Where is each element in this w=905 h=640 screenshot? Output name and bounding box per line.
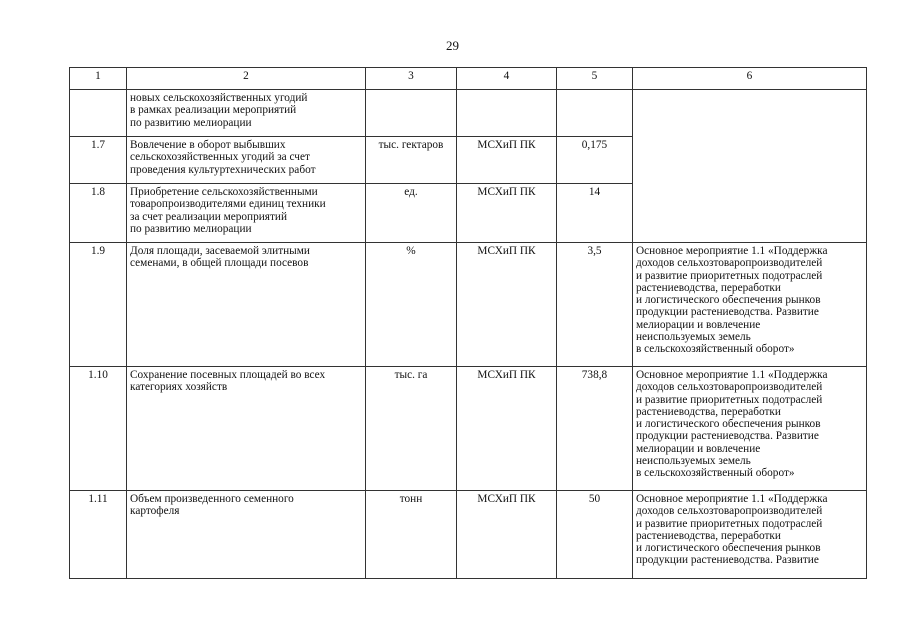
executor-cell — [457, 90, 557, 137]
indicator-name: Объем произведенного семенного картофеля — [127, 491, 366, 579]
executor-cell: МСХиП ПК — [457, 137, 557, 184]
header-cell: 5 — [557, 68, 633, 90]
unit-cell: тыс. га — [366, 367, 457, 491]
indicator-name: новых сельскохозяйственных угодий в рамках реализации мероприятий по развитию мелиорации — [127, 90, 366, 137]
indicators-table — [69, 67, 867, 579]
executor-cell: МСХиП ПК — [457, 243, 557, 367]
note-cell: Основное мероприятие 1.1 «Поддержка доходов сельхозтоваропроизводителей и развитие приоритетных подотраслей растениеводства, переработки и логистического обеспечения рынков продукции растениеводства. Развитие — [633, 491, 867, 579]
header-cell: 6 — [633, 68, 867, 90]
table-row — [70, 491, 867, 579]
note-cell — [633, 90, 867, 137]
row-number — [70, 90, 127, 137]
note-cell — [633, 184, 867, 243]
row-number: 1.7 — [70, 137, 127, 184]
note-cell: Основное мероприятие 1.1 «Поддержка доходов сельхозтоваропроизводителей и развитие приоритетных подотраслей растениеводства, переработки и логистического обеспечения рынков продукции растениеводства. Развитие мелиорации и вовлечение неиспользуемых земель в сельскохозяйственный оборот» — [633, 243, 867, 367]
unit-cell: ед. — [366, 184, 457, 243]
note-cell: Основное мероприятие 1.1 «Поддержка доходов сельхозтоваропроизводителей и развитие приоритетных подотраслей растениеводства, переработки и логистического обеспечения рынков продукции растениеводства. Развитие мелиорации и вовлечение неиспользуемых земель в сельскохозяйственный оборот» — [633, 367, 867, 491]
table-row — [70, 90, 867, 137]
page-number: 29 — [446, 38, 459, 53]
value-cell: 14 — [557, 184, 633, 243]
table-header-row — [70, 68, 867, 90]
value-cell — [557, 90, 633, 137]
value-cell: 738,8 — [557, 367, 633, 491]
unit-cell: тонн — [366, 491, 457, 579]
unit-cell — [366, 90, 457, 137]
indicator-name: Сохранение посевных площадей во всех категориях хозяйств — [127, 367, 366, 491]
table-row — [70, 367, 867, 491]
header-cell: 4 — [457, 68, 557, 90]
unit-cell: % — [366, 243, 457, 367]
indicator-name: Вовлечение в оборот выбывших сельскохозяйственных угодий за счет проведения культуртехнических работ — [127, 137, 366, 184]
table-row — [70, 184, 867, 243]
row-number: 1.11 — [70, 491, 127, 579]
row-number: 1.10 — [70, 367, 127, 491]
executor-cell: МСХиП ПК — [457, 491, 557, 579]
header-cell: 2 — [127, 68, 366, 90]
indicator-name: Приобретение сельскохозяйственными товаропроизводителями единиц техники за счет реализации мероприятий по развитию мелиорации — [127, 184, 366, 243]
value-cell: 50 — [557, 491, 633, 579]
executor-cell: МСХиП ПК — [457, 184, 557, 243]
table-row — [70, 137, 867, 184]
row-number: 1.9 — [70, 243, 127, 367]
header-cell: 3 — [366, 68, 457, 90]
unit-cell: тыс. гектаров — [366, 137, 457, 184]
value-cell: 3,5 — [557, 243, 633, 367]
value-cell: 0,175 — [557, 137, 633, 184]
header-cell: 1 — [70, 68, 127, 90]
note-cell — [633, 137, 867, 184]
executor-cell: МСХиП ПК — [457, 367, 557, 491]
table-row — [70, 243, 867, 367]
indicator-name: Доля площади, засеваемой элитными семенами, в общей площади посевов — [127, 243, 366, 367]
row-number: 1.8 — [70, 184, 127, 243]
